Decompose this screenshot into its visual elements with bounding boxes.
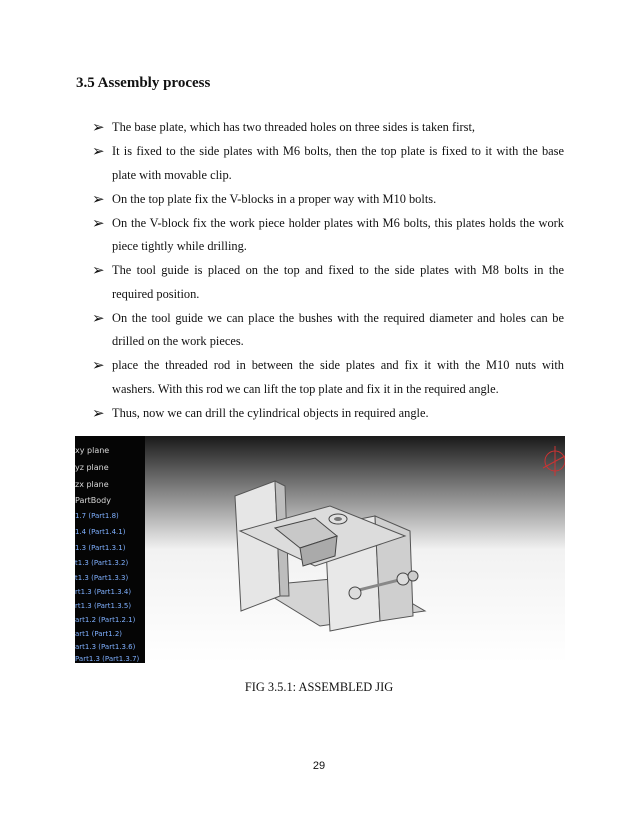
tree-item: 1.4 (Part1.4.1) — [75, 528, 126, 536]
tree-item: art1 (Part1.2) — [75, 630, 123, 638]
bullet-arrow-icon: ➢ — [92, 356, 105, 374]
tree-item: 1.7 (Part1.8) — [75, 512, 119, 520]
bullet-arrow-icon: ➢ — [92, 403, 105, 422]
jig-model-render — [75, 436, 565, 663]
tree-item: Part1.3 (Part1.3.7) — [75, 655, 140, 663]
step-text: place the threaded rod in between the side plates and fix it with the M10 nuts with washers. With this rod we can lift the top plate and fix it in the required angle. — [112, 358, 564, 396]
list-item — [92, 307, 564, 354]
list-item — [92, 212, 564, 259]
list-item — [92, 140, 564, 187]
bullet-arrow-icon: ➢ — [92, 142, 105, 160]
tree-item: art1.3 (Part1.3.6) — [75, 643, 136, 651]
section-heading: 3.5 Assembly process — [76, 75, 211, 91]
list-item — [92, 402, 564, 426]
bullet-arrow-icon: ➢ — [92, 189, 105, 208]
tree-item: PartBody — [75, 496, 111, 505]
tree-item: art1.2 (Part1.2.1) — [75, 616, 136, 624]
step-text: It is fixed to the side plates with M6 bolts, then the top plate is fixed to it with the base plate with movable clip. — [112, 144, 564, 182]
tree-item: zx plane — [75, 480, 109, 489]
figure-caption: FIG 3.5.1: ASSEMBLED JIG — [244, 680, 394, 694]
tree-item: yz plane — [75, 463, 109, 472]
bullet-arrow-icon: ➢ — [92, 261, 105, 279]
bullet-arrow-icon: ➢ — [92, 308, 105, 327]
step-text: The tool guide is placed on the top and fixed to the side plates with M8 bolts in the required position. — [112, 263, 564, 301]
step-text: The base plate, which has two threaded holes on three sides is taken first, — [112, 120, 476, 134]
step-text: On the top plate fix the V-blocks in a proper way with M10 bolts. — [112, 191, 437, 206]
tree-item: xy plane — [75, 446, 110, 455]
assembled-jig-photo — [75, 436, 565, 663]
step-text: On the tool guide we can place the bushes with the required diameter and holes can be drilled on the work pieces. — [112, 310, 564, 348]
bullet-arrow-icon: ➢ — [92, 118, 105, 136]
tree-item: 1.3 (Part1.3.1) — [75, 544, 126, 552]
list-item — [92, 116, 564, 140]
tree-item: t1.3 (Part1.3.2) — [75, 559, 129, 567]
list-item — [92, 354, 564, 401]
assembly-steps-list — [92, 116, 564, 426]
list-item — [92, 259, 564, 306]
tree-item: rt1.3 (Part1.3.5) — [75, 602, 132, 610]
step-text: On the V-block fix the work piece holder plates with M6 bolts, this plates holds the work piece tightly while drilling. — [112, 215, 564, 253]
step-text: Thus, now we can drill the cylindrical objects in required angle. — [112, 405, 429, 420]
page-number: 29 — [312, 760, 326, 772]
tree-item: rt1.3 (Part1.3.4) — [75, 588, 132, 596]
bullet-arrow-icon: ➢ — [92, 213, 105, 232]
tree-item: t1.3 (Part1.3.3) — [75, 574, 129, 582]
list-item — [92, 188, 564, 212]
